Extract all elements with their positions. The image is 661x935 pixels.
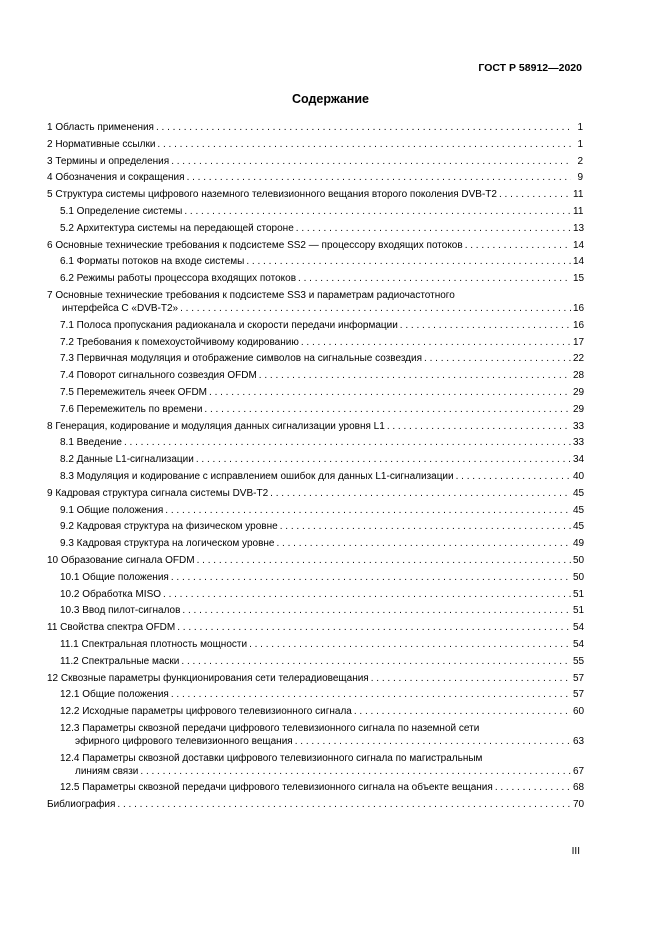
toc-entry[interactable] [47,781,583,794]
toc-leader-dots [270,487,571,500]
toc-entry-title: 6.2 Режимы работы процессора входящих потоков [60,273,297,285]
toc-entry-title: интерфейса C «DVB-T2» [62,302,179,314]
toc-entry-page: 45 [573,521,585,533]
toc-entry[interactable] [47,672,583,685]
toc-entry-page: 9 [577,172,583,184]
toc-entry-title: 6 Основные технические требования к подсистеме SS2 — процессору входящих потоков [47,239,463,251]
toc-entry-page: 11 [573,205,584,217]
toc-leader-dots [456,470,571,483]
toc-leader-dots [157,138,571,151]
toc-entry-title: 12.2 Исходные параметры цифрового телевизионного сигнала [60,706,352,718]
toc-entry[interactable] [47,272,583,285]
toc-entry-title: 3 Термины и определения [47,155,170,167]
toc-entry[interactable] [47,453,583,466]
toc-entry[interactable] [47,352,583,365]
toc-leader-dots [499,188,571,201]
toc-entry-title: 7.2 Требования к помехоустойчивому кодированию [60,336,299,348]
toc-entry-page: 54 [573,622,585,634]
toc-leader-dots [495,781,571,794]
toc-entry-page: 70 [573,799,585,811]
toc-entry[interactable] [47,504,583,517]
toc-entry[interactable] [47,386,583,399]
toc-leader-dots [295,735,571,748]
toc-entry-page: 50 [573,554,585,566]
toc-entry[interactable] [47,621,583,634]
toc-leader-dots [204,403,571,416]
toc-leader-dots [124,436,571,449]
toc-entry-page: 22 [573,353,585,365]
toc-entry[interactable] [47,588,583,601]
toc-entry-title: 10.1 Общие положения [60,571,169,583]
toc-entry-title: 11 Свойства спектра OFDM [47,622,176,634]
toc-entry[interactable] [47,537,583,550]
table-of-contents [47,121,583,815]
toc-entry-page: 49 [573,538,585,550]
toc-entry-title: 1 Область применения [47,122,154,133]
toc-entry-title: 6.1 Форматы потоков на входе системы [60,256,245,268]
document-standard-number: ГОСТ Р 58912—2020 [478,62,582,74]
toc-entry-title: 5.1 Определение системы [60,205,183,217]
toc-entry[interactable] [47,722,583,748]
toc-entry-page: 1 [577,122,583,133]
toc-entry[interactable] [47,798,583,811]
toc-entry-page: 67 [573,765,585,777]
toc-entry-page: 33 [573,437,585,449]
toc-entry[interactable] [47,255,583,268]
toc-entry-page: 16 [573,302,585,314]
toc-entry[interactable] [47,571,583,584]
toc-entry[interactable] [47,752,583,778]
toc-entry[interactable] [47,171,583,184]
toc-leader-dots [280,520,571,533]
toc-leader-dots [298,272,571,285]
page-number: III [571,846,580,857]
toc-leader-dots [163,588,571,601]
toc-entry-page: 15 [573,273,585,285]
toc-entry-title: 5 Структура системы цифрового наземного телевизионного вещания второго поколения DVB-T2 [47,189,497,201]
toc-leader-dots [165,504,571,517]
toc-entry-title: 10 Образование сигнала OFDM [47,554,195,566]
toc-entry-page: 57 [573,672,585,684]
toc-entry-page: 28 [573,370,585,382]
toc-entry-title: 9.2 Кадровая структура на физическом уровне [60,521,278,533]
toc-entry[interactable] [47,121,583,134]
toc-entry-page: 54 [573,638,585,650]
toc-leader-dots [117,798,571,811]
toc-entry[interactable] [47,205,583,218]
toc-leader-dots [301,336,571,349]
toc-entry[interactable] [47,487,583,500]
toc-entry-page: 1 [577,138,583,150]
toc-entry-title: 12 Сквозные параметры функционирования сети телерадиовещания [47,672,369,684]
toc-leader-dots [182,604,571,617]
toc-leader-dots [354,705,571,718]
toc-entry-title: 7.3 Первичная модуляция и отображение символов на сигнальные созвездия [60,353,423,365]
toc-entry-title: 9 Кадровая структура сигнала системы DVB-T2 [47,487,269,499]
toc-leader-dots [209,386,571,399]
toc-leader-dots [465,239,571,252]
toc-entry[interactable] [47,319,583,332]
toc-leader-dots [171,155,571,168]
toc-leader-dots [171,571,571,584]
toc-entry-page: 29 [573,386,585,398]
toc-entry-title: 7.6 Перемежитель по времени [60,403,203,415]
toc-entry-page: 17 [573,336,585,348]
toc-entry-page: 33 [573,420,585,432]
toc-entry-page: 13 [573,222,585,234]
toc-leader-dots [196,453,571,466]
toc-entry[interactable] [47,638,583,651]
toc-entry[interactable] [47,705,583,718]
toc-leader-dots [187,171,571,184]
toc-leader-dots [156,121,571,134]
toc-entry-page: 57 [573,689,585,701]
toc-entry-title: линиям связи [75,765,139,777]
toc-leader-dots [296,222,571,235]
toc-entry-title: 5.2 Архитектура системы на передающей стороне [60,222,294,234]
toc-entry[interactable] [47,520,583,533]
toc-leader-dots [140,765,571,778]
toc-entry-page: 11 [573,189,584,201]
toc-leader-dots [387,420,571,433]
toc-entry-title: 7.4 Поворот сигнального созвездия OFDM [60,370,257,382]
toc-entry-page: 14 [573,256,585,268]
toc-entry-page: 63 [573,735,585,747]
toc-entry[interactable] [47,188,583,201]
toc-entry-title: 8 Генерация, кодирование и модуляция данных сигнализации уровня L1 [47,420,385,432]
toc-entry-page: 45 [573,487,585,499]
toc-entry-title: 8.3 Модуляция и кодирование с исправлением ошибок для данных L1-сигнализации [60,470,454,482]
toc-entry-title: 9.1 Общие положения [60,504,164,516]
toc-entry-title: 12.4 Параметры сквозной доставки цифрового телевизионного сигнала по магистральным [60,752,483,764]
toc-entry[interactable] [47,369,583,382]
toc-leader-dots [181,655,571,668]
toc-entry-title: 8.1 Введение [60,437,122,449]
toc-entry-page: 50 [573,571,585,583]
toc-leader-dots [371,672,571,685]
toc-entry-title: 2 Нормативные ссылки [47,138,156,150]
toc-entry[interactable] [47,222,583,235]
toc-entry[interactable] [47,470,583,483]
toc-entry-title: 8.2 Данные L1-сигнализации [60,454,194,466]
toc-entry[interactable] [47,420,583,433]
toc-entry-page: 34 [573,454,585,466]
toc-entry[interactable] [47,155,583,168]
toc-entry-title: 12.1 Общие положения [60,689,169,701]
toc-entry[interactable] [47,403,583,416]
toc-entry-title: 11.1 Спектральная плотность мощности [60,638,248,650]
toc-leader-dots [197,554,571,567]
toc-leader-dots [177,621,571,634]
toc-entry-title: 7 Основные технические требования к подсистеме SS3 и параметрам радиочастотного [47,289,455,301]
toc-entry[interactable] [47,336,583,349]
toc-entry-page: 29 [573,403,585,415]
toc-entry-title: Библиография [47,799,116,811]
toc-entry-title: 9.3 Кадровая структура на логическом уровне [60,538,275,550]
toc-entry-title: 4 Обозначения и сокращения [47,172,185,184]
toc-leader-dots [276,537,571,550]
toc-leader-dots [249,638,571,651]
toc-entry-title: 7.5 Перемежитель ячеек OFDM [60,386,208,398]
toc-entry-title: 12.5 Параметры сквозной передачи цифрового телевизионного сигнала на объекте вещания [60,782,493,794]
toc-entry[interactable] [47,239,583,252]
toc-leader-dots [171,688,571,701]
toc-entry-page: 68 [573,782,585,794]
toc-entry-title: 10.3 Ввод пилот-сигналов [60,605,181,617]
toc-entry-page: 60 [573,706,585,718]
toc-entry-page: 55 [573,655,585,667]
toc-entry[interactable] [47,436,583,449]
toc-entry[interactable] [47,688,583,701]
toc-leader-dots [424,352,571,365]
toc-entry[interactable] [47,138,583,151]
toc-leader-dots [184,205,571,218]
toc-leader-dots [259,369,571,382]
toc-entry-page: 45 [573,504,585,516]
toc-entry-title: 7.1 Полоса пропускания радиоканала и скорости передачи информации [60,319,398,331]
toc-entry[interactable] [47,604,583,617]
toc-entry-page: 51 [573,605,585,617]
page-title: Содержание [291,92,369,106]
toc-entry[interactable] [47,289,583,315]
toc-leader-dots [400,319,571,332]
toc-entry-title: 12.3 Параметры сквозной передачи цифрового телевизионного сигнала по наземной сети [60,722,480,734]
toc-entry-page: 2 [577,155,583,167]
toc-entry-title: 11.2 Спектральные маски [60,655,180,667]
toc-entry-title: эфирного цифрового телевизионного вещания [75,735,293,747]
toc-entry-page: 14 [573,239,585,251]
toc-entry[interactable] [47,655,583,668]
toc-entry-page: 40 [573,470,585,482]
toc-leader-dots [180,302,571,315]
toc-entry-page: 16 [573,319,585,331]
toc-leader-dots [246,255,571,268]
toc-entry[interactable] [47,554,583,567]
toc-entry-title: 10.2 Обработка MISO [60,588,162,600]
toc-entry-page: 51 [573,588,585,600]
